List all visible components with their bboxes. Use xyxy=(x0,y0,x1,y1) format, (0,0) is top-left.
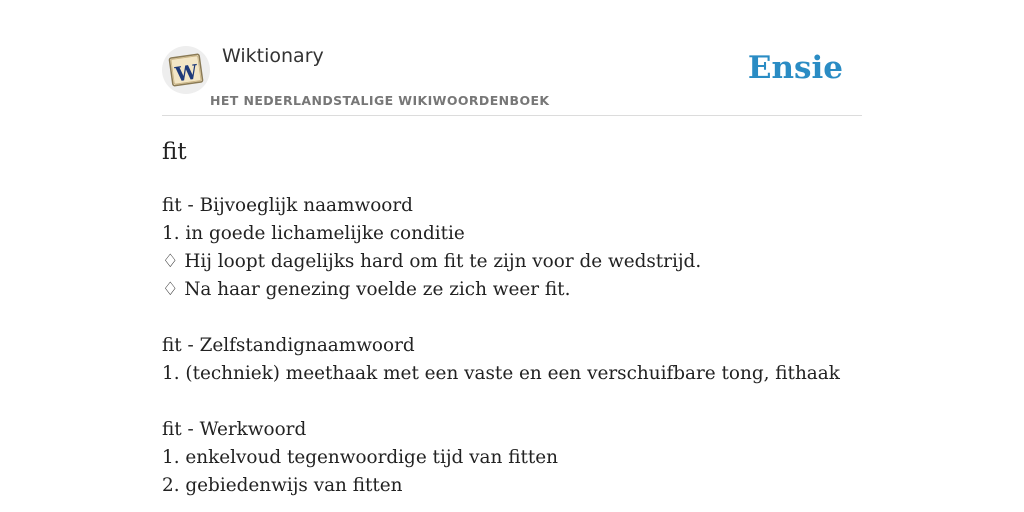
site-header xyxy=(162,0,862,116)
definition-line: 2. gebiedenwijs van fitten xyxy=(162,475,403,496)
entry-heading: fit - Werkwoord xyxy=(162,419,307,440)
logo-letter: W xyxy=(173,59,200,87)
spacer xyxy=(162,388,862,416)
page-title: fit xyxy=(162,139,187,165)
definitions xyxy=(162,192,862,500)
definition-line: 1. in goede lichamelijke conditie xyxy=(162,223,465,244)
wiktionary-logo-icon[interactable] xyxy=(162,46,210,94)
site-subtitle: HET NEDERLANDSTALIGE WIKIWOORDENBOEK xyxy=(210,93,550,108)
site-name[interactable]: Wiktionary xyxy=(222,45,324,67)
ensie-logo-link[interactable]: Ensie xyxy=(747,50,843,86)
spacer xyxy=(162,304,862,332)
entry-heading: fit - Zelfstandignaamwoord xyxy=(162,335,415,356)
definition-line: 1. enkelvoud tegenwoordige tijd van fitten xyxy=(162,447,558,468)
example-line: ♢ Hij loopt dagelijks hard om fit te zijn voor de wedstrijd. xyxy=(162,251,702,272)
example-line: ♢ Na haar genezing voelde ze zich weer fit. xyxy=(162,279,571,300)
definition-line: 1. (techniek) meethaak met een vaste en een verschuifbare tong, fithaak xyxy=(162,363,840,384)
entry-heading: fit - Bijvoeglijk naamwoord xyxy=(162,195,413,216)
